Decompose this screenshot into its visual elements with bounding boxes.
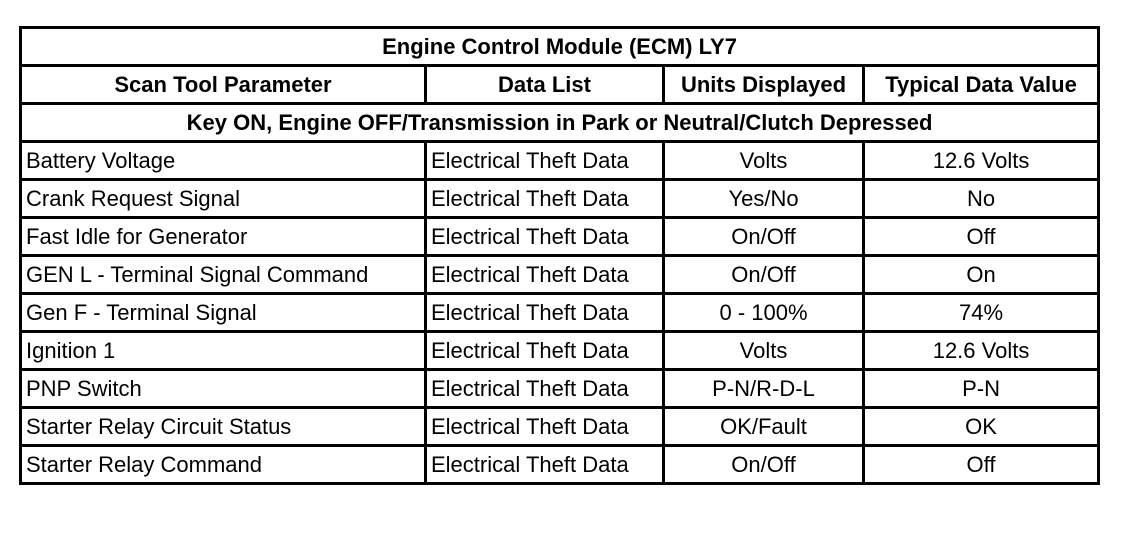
parameter-cell: Fast Idle for Generator bbox=[21, 218, 426, 256]
header-scan-tool-parameter: Scan Tool Parameter bbox=[21, 66, 426, 104]
data-list-cell: Electrical Theft Data bbox=[426, 408, 664, 446]
data-list-cell: Electrical Theft Data bbox=[426, 332, 664, 370]
table-row bbox=[21, 332, 1099, 370]
units-cell: 0 - 100% bbox=[664, 294, 864, 332]
table-row bbox=[21, 256, 1099, 294]
parameter-cell: GEN L - Terminal Signal Command bbox=[21, 256, 426, 294]
parameter-cell: Starter Relay Command bbox=[21, 446, 426, 484]
parameter-cell: Starter Relay Circuit Status bbox=[21, 408, 426, 446]
ecm-data-table bbox=[19, 26, 1100, 485]
table-title: Engine Control Module (ECM) LY7 bbox=[21, 28, 1099, 66]
units-cell: Volts bbox=[664, 142, 864, 180]
header-units-displayed: Units Displayed bbox=[664, 66, 864, 104]
header-row bbox=[21, 66, 1099, 104]
data-list-cell: Electrical Theft Data bbox=[426, 218, 664, 256]
table-row bbox=[21, 446, 1099, 484]
units-cell: On/Off bbox=[664, 256, 864, 294]
units-cell: Volts bbox=[664, 332, 864, 370]
units-cell: On/Off bbox=[664, 446, 864, 484]
data-list-cell: Electrical Theft Data bbox=[426, 256, 664, 294]
table-row bbox=[21, 142, 1099, 180]
typical-value-cell: Off bbox=[864, 218, 1099, 256]
typical-value-cell: P-N bbox=[864, 370, 1099, 408]
units-cell: OK/Fault bbox=[664, 408, 864, 446]
typical-value-cell: 74% bbox=[864, 294, 1099, 332]
typical-value-cell: No bbox=[864, 180, 1099, 218]
units-cell: P-N/R-D-L bbox=[664, 370, 864, 408]
data-list-cell: Electrical Theft Data bbox=[426, 180, 664, 218]
typical-value-cell: 12.6 Volts bbox=[864, 332, 1099, 370]
typical-value-cell: OK bbox=[864, 408, 1099, 446]
section-heading: Key ON, Engine OFF/Transmission in Park or Neutral/Clutch Depressed bbox=[21, 104, 1099, 142]
typical-value-cell: 12.6 Volts bbox=[864, 142, 1099, 180]
parameter-cell: Gen F - Terminal Signal bbox=[21, 294, 426, 332]
parameter-cell: Ignition 1 bbox=[21, 332, 426, 370]
header-data-list: Data List bbox=[426, 66, 664, 104]
table-row bbox=[21, 180, 1099, 218]
parameter-cell: Crank Request Signal bbox=[21, 180, 426, 218]
data-list-cell: Electrical Theft Data bbox=[426, 142, 664, 180]
data-list-cell: Electrical Theft Data bbox=[426, 370, 664, 408]
typical-value-cell: Off bbox=[864, 446, 1099, 484]
table-row bbox=[21, 408, 1099, 446]
table-row bbox=[21, 370, 1099, 408]
data-list-cell: Electrical Theft Data bbox=[426, 446, 664, 484]
data-list-cell: Electrical Theft Data bbox=[426, 294, 664, 332]
parameter-cell: PNP Switch bbox=[21, 370, 426, 408]
units-cell: On/Off bbox=[664, 218, 864, 256]
section-row bbox=[21, 104, 1099, 142]
header-typical-data-value: Typical Data Value bbox=[864, 66, 1099, 104]
parameter-cell: Battery Voltage bbox=[21, 142, 426, 180]
table-row bbox=[21, 294, 1099, 332]
typical-value-cell: On bbox=[864, 256, 1099, 294]
table-row bbox=[21, 218, 1099, 256]
units-cell: Yes/No bbox=[664, 180, 864, 218]
title-row bbox=[21, 28, 1099, 66]
